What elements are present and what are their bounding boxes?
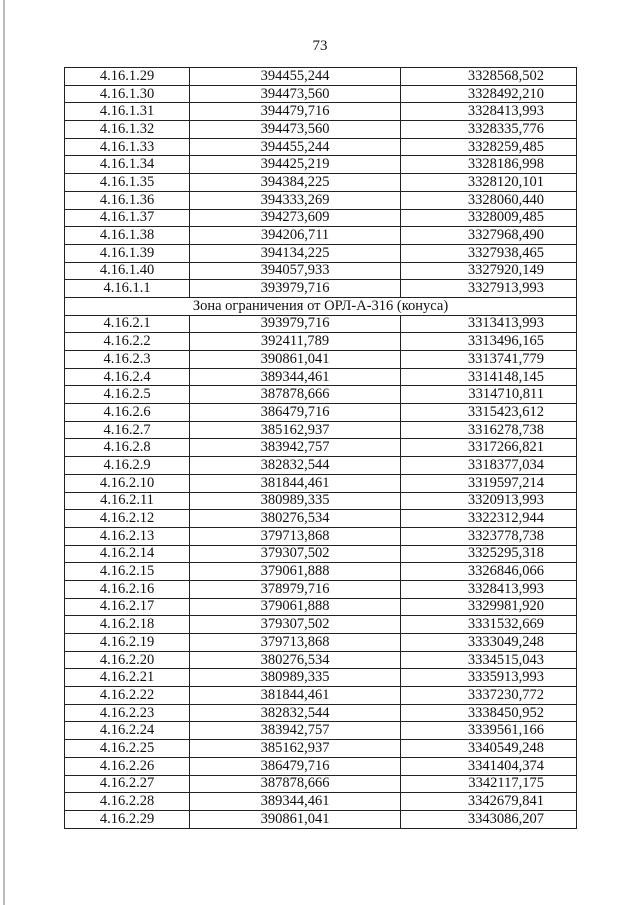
point-number-cell: 4.16.2.26 [65,757,190,775]
point-number-cell: 4.16.2.10 [65,474,190,492]
table-row [65,492,577,510]
point-number-cell: 4.16.1.39 [65,244,190,262]
point-number-cell: 4.16.2.25 [65,740,190,758]
table-row [65,421,577,439]
point-number-cell: 4.16.2.16 [65,580,190,598]
y-coordinate-cell: 3339561,166 [401,722,577,740]
x-coordinate-cell: 379713,868 [190,527,401,545]
point-number-cell: 4.16.2.19 [65,634,190,652]
y-coordinate-cell: 3334515,043 [401,651,577,669]
table-row [65,563,577,581]
y-coordinate-cell: 3323778,738 [401,527,577,545]
point-number-cell: 4.16.2.8 [65,439,190,457]
point-number-cell: 4.16.2.11 [65,492,190,510]
x-coordinate-cell: 379061,888 [190,563,401,581]
point-number-cell: 4.16.1.31 [65,103,190,121]
y-coordinate-cell: 3327913,993 [401,280,577,298]
point-number-cell: 4.16.2.24 [65,722,190,740]
table-row [65,227,577,245]
x-coordinate-cell: 389344,461 [190,793,401,811]
table-row [65,85,577,103]
x-coordinate-cell: 385162,937 [190,421,401,439]
x-coordinate-cell: 379713,868 [190,634,401,652]
x-coordinate-cell: 394455,244 [190,138,401,156]
y-coordinate-cell: 3328186,998 [401,156,577,174]
y-coordinate-cell: 3314148,145 [401,368,577,386]
y-coordinate-cell: 3320913,993 [401,492,577,510]
x-coordinate-cell: 394479,716 [190,103,401,121]
table-row [65,404,577,422]
y-coordinate-cell: 3342679,841 [401,793,577,811]
table-row [65,174,577,192]
y-coordinate-cell: 3328120,101 [401,174,577,192]
table-row [65,775,577,793]
x-coordinate-cell: 392411,789 [190,333,401,351]
x-coordinate-cell: 393979,716 [190,280,401,298]
x-coordinate-cell: 394455,244 [190,68,401,86]
x-coordinate-cell: 387878,666 [190,386,401,404]
table-row [65,598,577,616]
y-coordinate-cell: 3327920,149 [401,262,577,280]
x-coordinate-cell: 390861,041 [190,810,401,828]
y-coordinate-cell: 3313413,993 [401,315,577,333]
x-coordinate-cell: 386479,716 [190,404,401,422]
point-number-cell: 4.16.2.28 [65,793,190,811]
y-coordinate-cell: 3313741,779 [401,351,577,369]
table-row [65,386,577,404]
x-coordinate-cell: 394206,711 [190,227,401,245]
point-number-cell: 4.16.2.18 [65,616,190,634]
y-coordinate-cell: 3314710,811 [401,386,577,404]
table-row [65,527,577,545]
point-number-cell: 4.16.2.20 [65,651,190,669]
table-row [65,474,577,492]
x-coordinate-cell: 386479,716 [190,757,401,775]
table-row [65,209,577,227]
x-coordinate-cell: 394425,219 [190,156,401,174]
point-number-cell: 4.16.1.30 [65,85,190,103]
y-coordinate-cell: 3322312,944 [401,510,577,528]
point-number-cell: 4.16.2.14 [65,545,190,563]
x-coordinate-cell: 380276,534 [190,651,401,669]
x-coordinate-cell: 390861,041 [190,351,401,369]
table-row [65,368,577,386]
table-row [65,138,577,156]
table-row [65,651,577,669]
section-heading: Зона ограничения от ОРЛ-А-316 (конуса) [65,297,577,315]
table-row [65,333,577,351]
point-number-cell: 4.16.2.4 [65,368,190,386]
scan-edge-line [3,0,5,905]
point-number-cell: 4.16.2.13 [65,527,190,545]
table-row [65,103,577,121]
y-coordinate-cell: 3328413,993 [401,103,577,121]
y-coordinate-cell: 3328009,485 [401,209,577,227]
y-coordinate-cell: 3343086,207 [401,810,577,828]
x-coordinate-cell: 394134,225 [190,244,401,262]
point-number-cell: 4.16.2.7 [65,421,190,439]
y-coordinate-cell: 3342117,175 [401,775,577,793]
y-coordinate-cell: 3319597,214 [401,474,577,492]
point-number-cell: 4.16.2.2 [65,333,190,351]
y-coordinate-cell: 3329981,920 [401,598,577,616]
y-coordinate-cell: 3328492,210 [401,85,577,103]
x-coordinate-cell: 394057,933 [190,262,401,280]
y-coordinate-cell: 3328413,993 [401,580,577,598]
y-coordinate-cell: 3327938,465 [401,244,577,262]
point-number-cell: 4.16.1.35 [65,174,190,192]
point-number-cell: 4.16.2.23 [65,704,190,722]
y-coordinate-cell: 3317266,821 [401,439,577,457]
point-number-cell: 4.16.2.6 [65,404,190,422]
x-coordinate-cell: 393979,716 [190,315,401,333]
x-coordinate-cell: 389344,461 [190,368,401,386]
table-row [65,740,577,758]
point-number-cell: 4.16.1.34 [65,156,190,174]
point-number-cell: 4.16.1.40 [65,262,190,280]
point-number-cell: 4.16.1.38 [65,227,190,245]
table-row [65,545,577,563]
y-coordinate-cell: 3341404,374 [401,757,577,775]
y-coordinate-cell: 3328568,502 [401,68,577,86]
table-row [65,280,577,298]
y-coordinate-cell: 3318377,034 [401,457,577,475]
table-row [65,580,577,598]
table-row [65,457,577,475]
x-coordinate-cell: 379061,888 [190,598,401,616]
x-coordinate-cell: 383942,757 [190,439,401,457]
x-coordinate-cell: 379307,502 [190,545,401,563]
page-number: 73 [312,38,328,54]
table-row [65,810,577,828]
x-coordinate-cell: 387878,666 [190,775,401,793]
y-coordinate-cell: 3337230,772 [401,687,577,705]
y-coordinate-cell: 3328335,776 [401,121,577,139]
table-row [65,68,577,86]
point-number-cell: 4.16.2.9 [65,457,190,475]
y-coordinate-cell: 3335913,993 [401,669,577,687]
x-coordinate-cell: 394473,560 [190,121,401,139]
table-row [65,510,577,528]
point-number-cell: 4.16.2.5 [65,386,190,404]
table-row [65,439,577,457]
point-number-cell: 4.16.1.36 [65,191,190,209]
table-row [65,351,577,369]
table-row [65,616,577,634]
y-coordinate-cell: 3327968,490 [401,227,577,245]
x-coordinate-cell: 380989,335 [190,669,401,687]
table-row [65,244,577,262]
point-number-cell: 4.16.2.21 [65,669,190,687]
x-coordinate-cell: 381844,461 [190,474,401,492]
y-coordinate-cell: 3326846,066 [401,563,577,581]
y-coordinate-cell: 3333049,248 [401,634,577,652]
point-number-cell: 4.16.2.27 [65,775,190,793]
table-row [65,121,577,139]
x-coordinate-cell: 382832,544 [190,704,401,722]
point-number-cell: 4.16.2.12 [65,510,190,528]
point-number-cell: 4.16.2.22 [65,687,190,705]
table-row [65,757,577,775]
table-row [65,687,577,705]
x-coordinate-cell: 385162,937 [190,740,401,758]
x-coordinate-cell: 394333,269 [190,191,401,209]
y-coordinate-cell: 3316278,738 [401,421,577,439]
point-number-cell: 4.16.2.17 [65,598,190,616]
table-row [65,156,577,174]
point-number-cell: 4.16.2.3 [65,351,190,369]
point-number-cell: 4.16.2.1 [65,315,190,333]
point-number-cell: 4.16.1.1 [65,280,190,298]
table-row [65,315,577,333]
y-coordinate-cell: 3338450,952 [401,704,577,722]
point-number-cell: 4.16.1.33 [65,138,190,156]
x-coordinate-cell: 379307,502 [190,616,401,634]
x-coordinate-cell: 382832,544 [190,457,401,475]
point-number-cell: 4.16.1.29 [65,68,190,86]
y-coordinate-cell: 3331532,669 [401,616,577,634]
coordinates-table [64,67,577,829]
x-coordinate-cell: 380276,534 [190,510,401,528]
x-coordinate-cell: 383942,757 [190,722,401,740]
table-row [65,191,577,209]
section-heading-row [65,297,577,315]
table-row [65,704,577,722]
x-coordinate-cell: 394473,560 [190,85,401,103]
y-coordinate-cell: 3313496,165 [401,333,577,351]
y-coordinate-cell: 3315423,612 [401,404,577,422]
point-number-cell: 4.16.1.37 [65,209,190,227]
x-coordinate-cell: 381844,461 [190,687,401,705]
y-coordinate-cell: 3328259,485 [401,138,577,156]
table-row [65,793,577,811]
table-row [65,634,577,652]
point-number-cell: 4.16.1.32 [65,121,190,139]
table-row [65,722,577,740]
y-coordinate-cell: 3340549,248 [401,740,577,758]
y-coordinate-cell: 3328060,440 [401,191,577,209]
x-coordinate-cell: 394273,609 [190,209,401,227]
table-row [65,669,577,687]
x-coordinate-cell: 378979,716 [190,580,401,598]
table-row [65,262,577,280]
y-coordinate-cell: 3325295,318 [401,545,577,563]
x-coordinate-cell: 380989,335 [190,492,401,510]
point-number-cell: 4.16.2.15 [65,563,190,581]
point-number-cell: 4.16.2.29 [65,810,190,828]
x-coordinate-cell: 394384,225 [190,174,401,192]
